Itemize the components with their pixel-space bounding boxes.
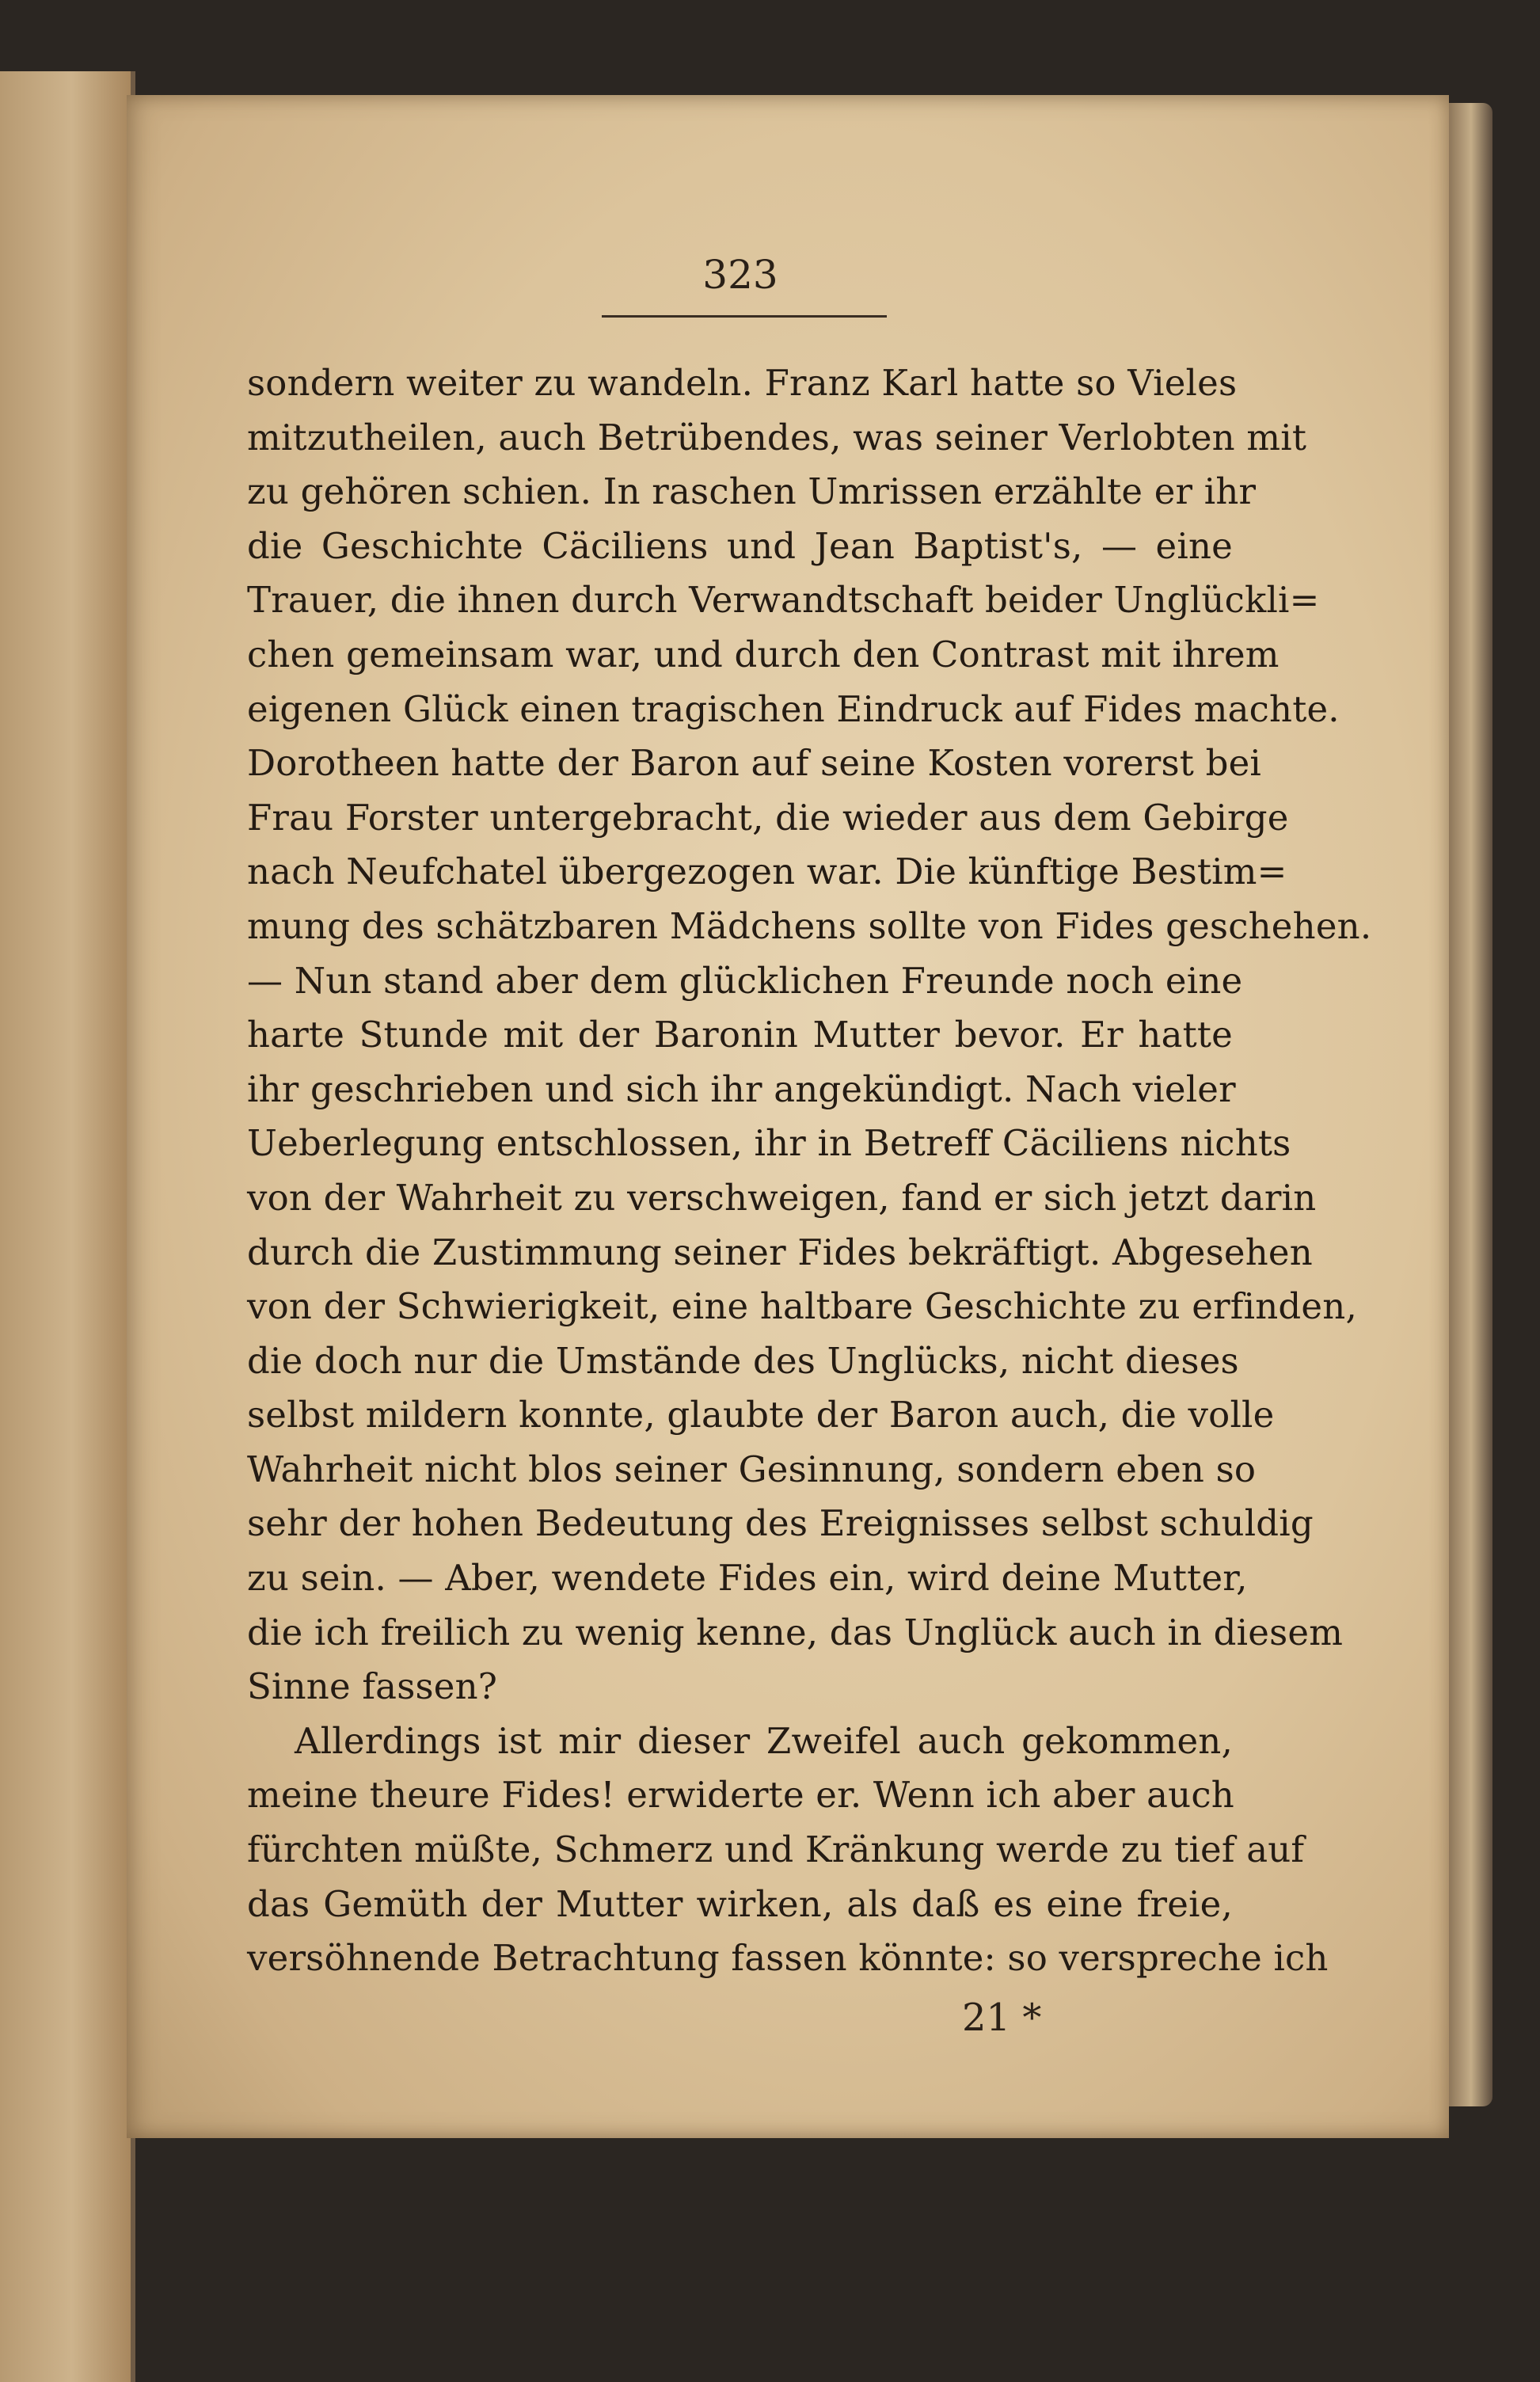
text-line: meine theure Fides! erwiderte er. Wenn ich aber auch — [247, 1774, 1234, 1817]
text-line: Dorotheen hatte der Baron auf seine Kosten vorerst bei — [247, 742, 1262, 785]
text-line: von der Schwierigkeit, eine haltbare Geschichte zu erfinden, — [247, 1285, 1357, 1328]
text-line: Allerdings ist mir dieser Zweifel auch gekommen, — [295, 1719, 1233, 1762]
signature-mark: 21 * — [962, 1996, 1042, 2040]
text-line: von der Wahrheit zu verschweigen, fand er sich jetzt darin — [247, 1176, 1317, 1219]
text-line: nach Neufchatel übergezogen war. Die künftige Bestim= — [247, 850, 1287, 893]
text-line: ihr geschrieben und sich ihr angekündigt. Nach vieler — [247, 1067, 1236, 1110]
text-line: mung des schätzbaren Mädchens sollte von Fides geschehen. — [247, 904, 1372, 947]
text-line: die Geschichte Cäciliens und Jean Baptist's, — eine — [247, 524, 1233, 567]
text-line: durch die Zustimmung seiner Fides bekräftigt. Abgesehen — [247, 1231, 1313, 1273]
text-line: Trauer, die ihnen durch Verwandtschaft beider Unglückli= — [247, 579, 1320, 622]
page-number: 323 — [702, 252, 778, 298]
text-line: das Gemüth der Mutter wirken, als daß es eine freie, — [247, 1882, 1233, 1925]
text-line: versöhnende Betrachtung fassen könnte: so verspreche ich — [247, 1937, 1329, 1980]
text-line: eigenen Glück einen tragischen Eindruck auf Fides machte. — [247, 687, 1340, 730]
text-line: zu gehören schien. In raschen Umrissen erzählte er ihr — [247, 470, 1257, 513]
text-line: Sinne fassen? — [247, 1665, 498, 1708]
text-line: zu sein. — Aber, wendete Fides ein, wird deine Mutter, — [247, 1557, 1248, 1600]
text-line: Wahrheit nicht blos seiner Gesinnung, sondern eben so — [247, 1448, 1257, 1490]
text-line: chen gemeinsam war, und durch den Contrast mit ihrem — [247, 633, 1280, 675]
header-rule — [602, 315, 887, 318]
text-line: fürchten müßte, Schmerz und Kränkung werde zu tief auf — [247, 1828, 1305, 1871]
text-line: Frau Forster untergebracht, die wieder aus dem Gebirge — [247, 796, 1289, 839]
text-line: die ich freilich zu wenig kenne, das Unglück auch in diesem — [247, 1611, 1344, 1653]
text-line: — Nun stand aber dem glücklichen Freunde noch eine — [247, 959, 1243, 1002]
text-line: harte Stunde mit der Baronin Mutter bevor. Er hatte — [247, 1014, 1233, 1056]
body-text — [247, 356, 1372, 1986]
text-line: selbst mildern konnte, glaubte der Baron auch, die volle — [247, 1394, 1275, 1436]
text-line: sondern weiter zu wandeln. Franz Karl hatte so Vieles — [247, 362, 1238, 404]
text-line: Ueberlegung entschlossen, ihr in Betreff Cäciliens nichts — [247, 1122, 1291, 1165]
facing-page-edge — [0, 71, 135, 2382]
text-line: die doch nur die Umstände des Unglücks, nicht dieses — [247, 1339, 1239, 1382]
text-line: sehr der hohen Bedeutung des Ereignisses selbst schuldig — [247, 1502, 1314, 1545]
text-line: mitzutheilen, auch Betrübendes, was seiner Verlobten mit — [247, 416, 1307, 459]
